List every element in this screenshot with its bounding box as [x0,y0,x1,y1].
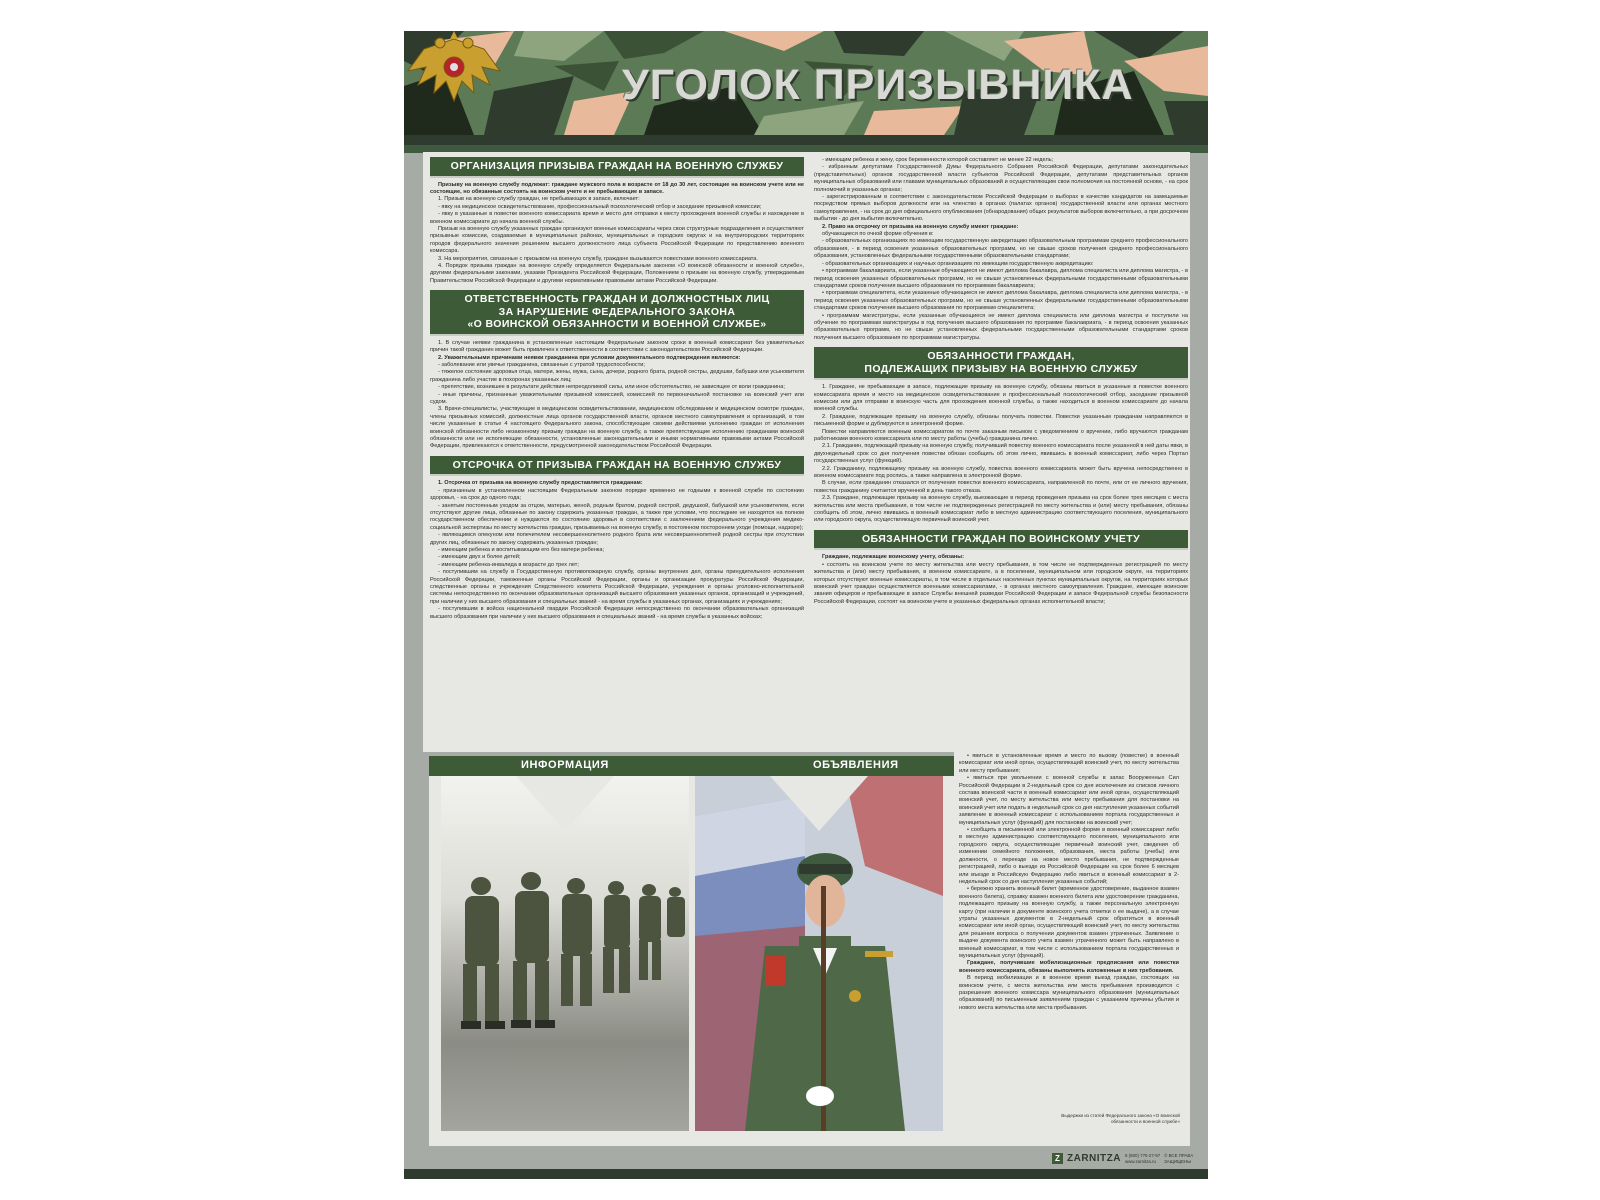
brand-name: ZARNITZA [1067,1153,1121,1164]
paragraph: Граждане, получившие мобилизационные предписания или повестки военного комиссариата, обязаны выполнять изложенные в них требования. [959,960,1179,974]
paragraph: - препятствие, возникшее в результате действия непреодолимой силы, или иное обстоятельство, не зависящее от воли гражданина; [438,384,785,391]
paragraph: 2.1. Гражданин, подлежащий призыву на военную службу, получивший повестку военного комиссариата после указанной в ней даты явки, в двухнедельный срок со дня получения повестки обязан сообщить об этом лично, явившись в военный комиссариат, либо через Портал государственных услуг (функций). [814,443,1188,465]
paragraph: - имеющим двух и более детей; [438,554,521,561]
paragraph: - признанным в установленном настоящим Федеральным законом порядке временно не годными к военной службе по состоянию здоровья, - на срок до одного года; [430,487,804,502]
paragraph: • программам магистратуры, если указанные обучающиеся не имеют диплома специалиста или диплома магистра и поступили на обучение по программам магистратуры в год получения высшего образования по программе бакалавриата, - в период освоения указанных образовательных программ, но не свыше установленных федеральными государственными образовательными стандартами сроков получения высшего образования по программам магистратуры. [814,312,1188,341]
brand-block [1052,1153,1204,1164]
announcements-label: ОБЪЯВЛЕНИЯ [813,759,899,771]
paragraph: Призыв на военную службу указанных граждан организуют военные комиссариаты через свои структурные подразделения и осуществляют призывные комиссии, создаваемые в муниципальных районах, муниципальных и городских округах и на внутригородских территориях городов федерального значения решением высшего должностного лица субъекта Российской Федерации по представлению военного комиссара. [430,225,804,255]
section-body-duties-conscription [814,384,1188,525]
brand-site: www.zarnitza.ru [1125,1158,1156,1164]
section-body-deferment [430,480,804,621]
section-body-duties-registration [814,554,1188,606]
marching-soldiers-photo [441,776,689,1131]
paragraph: Граждане, подлежащие воинскому учету, обязаны: [822,554,964,561]
paragraph: 2.3. Граждане, подлежащие призыву на военную службу, выезжающие в период проведения призыва на срок более трех месяцев с места жительства или места пребывания, в том числе не подтвержденных регистрацией по месту жительства и (или) месту пребывания, обязаны сообщить об этом, лично явившись в военный комиссариат либо в местную администрацию соответствующего поселения, муниципального или городского округа, осуществляющую первичный воинский учет. [814,495,1188,524]
paragraph: 2. Право на отсрочку от призыва на военную службу имеют граждане: [822,223,1019,230]
title-line: ОБЯЗАННОСТИ ГРАЖДАН, [927,350,1075,363]
paragraph: - тяжелое состояние здоровья отца, матери, жены, мужа, сына, дочери, родного брата, родной сестры, дедушки, бабушки или усыновителя гражданина либо участие в похоронах указанных лиц; [430,369,804,383]
paragraph: 4. Порядок призыва граждан на военную службу определяется Федеральным законом «О воинской обязанности и военной службе», другими федеральными законами, указами Президента Российской Федерации, Положением о призыве на военную службу, утверждаемым Правительством Российской Федерации и другими нормативными правовыми актами Российской Федерации. [430,262,804,284]
paragraph: 1. Отсрочка от призыва на военную службу предоставляется гражданам: [438,480,643,487]
section-title-organization: ОРГАНИЗАЦИЯ ПРИЗЫВА ГРАЖДАН НА ВОЕННУЮ СЛУЖБУ [430,157,804,178]
paragraph: • сообщить в письменной или электронной форме в военный комиссариат либо в местную администрацию соответствующего поселения, муниципального или городского округа, осуществляющие первичный воинский учет, сведения об изменении семейного положения, образования, места работы (учебы) или должности, о переезде на новое место пребывания, не подтвержденные регистрацией, либо о выезде из Российской Федерации на срок более 6 месяцев или въезде в Российскую Федерацию либо явиться в военный комиссариат в 2-недельный срок со дня наступления указанных событий; [959,827,1179,885]
header-banner [404,31,1208,135]
registration-duties-continued [959,753,1179,1093]
paragraph: 1. Призыв на военную службу граждан, не пребывающих в запасе, включает: [438,196,640,203]
paragraph: - явку на медицинское освидетельствование, профессиональный психологический отбор и заседание призывной комиссии; [438,203,762,210]
info-label: ИНФОРМАЦИЯ [521,759,609,771]
paragraph: обучающиеся по очной форме обучения в: [822,231,934,238]
paragraph: - имеющим ребенка и воспитывающим его без матери ребенка; [438,546,605,553]
paragraph: 1. В случае неявки гражданина в установленные настоящим Федеральным законом сроки в военный комиссариат без уважительных причин такой гражданин может быть привлечен к ответственности в соответствии с законодательством Российской Федерации. [430,339,804,354]
section-body-deferment-continued [814,157,1188,342]
paragraph: - избранным депутатами Государственной Думы Федерального Собрания Российской Федерации, депутатами законодательных (представительных) органов государственной власти субъектов Российской Федерации, депутатами представительных органов муниципальных образований или главами муниципальных образований и осуществляющим свои полномочия на постоянной основе, - на срок полномочий в указанных органах; [814,164,1188,193]
paragraph: В период мобилизации и в военное время выезд граждан, состоящих на воинском учете, с места жительства или места пребывания производится с разрешения военного комиссара муниципального образования (муниципальных образований) по письменным заявлениям граждан с указанием причины убытия и нового места жительства или места пребывания. [959,975,1179,1011]
double-headed-eagle-emblem [404,31,504,107]
section-body-responsibility [430,340,804,451]
paragraph: 2. Уважительными причинами неявки гражданина при условии документального подтверждения являются: [438,354,741,361]
paragraph: 3. На мероприятия, связанные с призывом на военную службу, граждане вызываются повестками военного комиссариата. [438,255,758,262]
poster [404,31,1208,1179]
title-line: «О ВОИНСКОЙ ОБЯЗАННОСТИ И ВОЕННОЙ СЛУЖБЕ» [467,318,767,331]
paragraph: - иные причины, признанные уважительными призывной комиссией, комиссией по первоначальной постановке на воинский учет или судом. [430,391,804,405]
paragraph: - занятым постоянным уходом за отцом, матерью, женой, родным братом, родной сестрой, дедушкой, бабушкой или усыновителем, если отсутствуют другие лица, обязанные по закону содержать указанных граждан, а также при условии, что последние не находятся на полном государственном обеспечении и нуждаются по состоянию здоровья в соответствии с заключением федерального учреждения медико-социальной экспертизы по месту жительства граждан, призываемых на военную службу, в постоянном постороннем уходе (помощи, надзоре); [430,502,804,531]
paragraph: • состоять на воинском учете по месту жительства или месту пребывания, в том числе не подтвержденных регистрацией по месту жительства и (или) месту пребывания, в военном комиссариате, а в поселении, муниципальном или городском округе, на территориях которых отсутствуют военные комиссариаты, в том числе в отдельных населенных пунктах муниципальных округов, на территориях которых воинский учет граждан осуществляется военными комиссариатами, - в органах местного самоуправления. Граждане, имеющие воинские звания офицеров и пребывающие в запасе Службы внешней разведки Российской Федерации и запасе Федеральной службы безопасности Российской Федерации, состоят на воинском учете в указанных федеральных органах исполнительной власти; [814,561,1188,605]
title-line: ЗА НАРУШЕНИЕ ФЕДЕРАЛЬНОГО ЗАКОНА [498,305,736,318]
paragraph: В случае, если гражданин отказался от получения повестки военного комиссариата, направленной по почте, или от ее личного вручения, повестка гражданину считается врученной в день такого отказа. [814,480,1188,494]
section-title-deferment: ОТСРОЧКА ОТ ПРИЗЫВА ГРАЖДАН НА ВОЕННУЮ СЛУЖБУ [430,456,804,477]
law-source-footnote: Выдержки из статей Федерального закона «О воинской обязанности и военной службе» [1061,1113,1180,1124]
paragraph: - являющимся опекуном или попечителем несовершеннолетнего родного брата или несовершеннолетней родной сестры при отсутствии других лиц, обязанных по закону содержать указанных граждан; [430,532,804,546]
section-body-organization [430,182,804,286]
paragraph: • программам бакалавриата, если указанные обучающиеся не имеют диплома бакалавра, диплома специалиста или диплома магистра, - в период освоения указанных образовательных программ, но не свыше установленных федеральными государственными образовательными стандартами сроков получения высшего образования по программам бакалавриата; [814,268,1188,289]
title-line: ПОДЛЕЖАЩИХ ПРИЗЫВУ НА ВОЕННУЮ СЛУЖБУ [864,362,1138,375]
title-line: ОТВЕТСТВЕННОСТЬ ГРАЖДАН И ДОЛЖНОСТНЫХ ЛИЦ [464,293,770,306]
zarnitza-logo-icon: Z [1052,1153,1063,1164]
paragraph: Повестки направляются военным комиссариатом по почте заказным письмом с уведомлением о вручении, либо вручаются гражданам работниками военного комиссариата или по месту работы (учебы) гражданина лично. [814,428,1188,442]
info-announcements-bar [429,756,954,776]
footer-band [404,1169,1208,1179]
paragraph: 2.2. Гражданину, подлежащему призыву на военную службу, повестка военного комиссариата может быть вручена непосредственно в военном комиссариате под роспись, а также направлена в электронной форме. [814,465,1188,480]
paragraph: • явиться при увольнении с военной службы в запас Вооруженных Сил Российской Федерации в 2-недельный срок со дня исключения из списков личного состава воинской части в военный комиссариат или иной орган, осуществляющий воинский учет, по месту жительства или месту пребывания для постановки на воинский учет или подать в недельный срок со дня наступления указанных событий заявление в военный комиссариат с использованием портала государственных и муниципальных услуг (функций) для постановки на воинский учет; [959,775,1179,826]
paragraph: • явиться в установленные время и место по вызову (повестке) в военный комиссариат или иной орган, осуществляющий воинский учет, по месту жительства или месту пребывания; [959,753,1179,774]
section-title-responsibility [430,290,804,336]
brand-phone: 8 (800) 775-27-97 [1125,1153,1161,1159]
paragraph: - имеющим ребенка-инвалида в возрасте до трех лет; [438,561,579,568]
paragraph: • бережно хранить военный билет (временное удостоверение, выданное взамен военного билета), справку взамен военного билета или удостоверение гражданина, подлежащего призыву на военную службу, а также персональную электронную карту (при наличии в документе воинского учета отметки о ее выдаче), а в случае утраты указанных документов в 2-недельный срок обратиться в военный комиссариат или иной орган, осуществляющий воинский учет, по месту жительства для решения вопроса о получении документов взамен утраченных. Заявление о выдаче документа воинского учета взамен утраченного может быть направлено в военный комиссариат, в том числе с использованием портала государственных и муниципальных услуг (функций). [959,886,1179,959]
brand-rights: © ВСЕ ПРАВА ЗАЩИЩЕНЫ [1164,1153,1194,1164]
paragraph: - образовательных организациях и научных организациях по имеющим государственную аккредитацию: [822,260,1094,267]
paragraph: - поступившим на службу в Государственную противопожарную службу, органы внутренних дел, органы принудительного исполнения Российской Федерации, таможенные органы Российской Федерации, органы и организации прокуратуры Российской Федерации, следственные органы и учреждения Следственного комитета Российской Федерации, учреждения и органы уголовно-исполнительной системы непосредственно по окончании образовательных организаций высшего образования указанных органов, организаций и учреждений, при наличии у них высшего образования и специальных званий - на время службы в указанных органах, организациях и учреждениях; [430,569,804,605]
paragraph: • программам специалитета, если указанные обучающиеся не имеют диплома бакалавра, диплома специалиста или диплома магистра, - в период освоения указанных образовательных программ, но не свыше установленных федеральными государственными образовательными стандартами сроков получения высшего образования по программам специалитета; [814,290,1188,312]
header-divider-dark [404,135,1208,145]
paragraph: - поступившим в войска национальной гвардии Российской Федерации непосредственно по окончании образовательных организаций высшего образования при наличии у них высшего образования и специальных званий - на время службы в указанных войсках; [430,606,804,620]
left-column [430,157,804,752]
paragraph: - имеющим ребенка и жену, срок беременности которой составляет не менее 22 недель; [822,157,1054,163]
poster-title: УГОЛОК ПРИЗЫВНИКА [622,61,1134,109]
brand-contacts [1125,1153,1160,1164]
honor-guard-soldier-photo [695,776,943,1131]
paragraph: Призыву на военную службу подлежат: граждане мужского пола в возрасте от 18 до 30 лет, состоящие на воинском учете или не состоящие, но обязанные состоять на воинском учете и не пребывающие в запасе. [430,181,804,195]
paragraph: - зарегистрированным в соответствии с законодательством Российской Федерации о выборах в качестве кандидатов на замещаемые посредством прямых выборов должности или на членство в органах (палатах органов) государственной власти или органах местного самоуправления, - на срок до дня официального опубликования (обнародования) общих результатов выборов включительно, а при досрочном выбытии - до дня выбытия включительно. [814,194,1188,223]
section-title-duties-conscription [814,347,1188,380]
paragraph: - явку в указанные в повестке военного комиссариата время и место для отправки к месту прохождения военной службы и нахождение в военном комиссариате до начала военной службы. [430,211,804,225]
paragraph: 2. Граждане, подлежащие призыву на военную службу, обязаны получать повестки. Повестки указанным гражданам направляются в письменной форме и дублируются в электронной форме. [814,413,1188,428]
paragraph: 3. Врачи-специалисты, участвующие в медицинском освидетельствовании, медицинском обследовании и медицинском осмотре граждан, члены призывных комиссий, должностные лица органов государственной власти, органов местного самоуправления и организаций, в том числе указанные в статье 4 настоящего Федерального закона, способствующие своими действиями уклонению граждан от исполнения воинской обязанности либо незаконному призыву граждан на военную службу, а также препятствующие исполнению гражданами воинской обязанности или не исполняющие обязанности, установленные законодательными и иными нормативными правовыми актами Российской Федерации, привлекаются к ответственности, предусмотренной законодательством Российской Федерации. [430,406,804,450]
section-title-duties-registration: ОБЯЗАННОСТИ ГРАЖДАН ПО ВОИНСКОМУ УЧЕТУ [814,530,1188,551]
paragraph: - образовательных организациях по имеющим государственную аккредитацию образовательным программам среднего профессионального образования, - в период освоения указанных образовательных программ, но не свыше сроков получения среднего профессионального образования, установленных федеральными государственными образовательными стандартами; [814,238,1188,260]
paragraph: - заболевание или увечье гражданина, связанные с утратой трудоспособности; [438,361,645,368]
paragraph: 1. Граждане, не пребывающие в запасе, подлежащие призыву на военную службу, обязаны явиться в указанные в повестке военного комиссариата время и место на медицинское освидетельствование и профессиональный психологический отбор, заседание призывной комиссии или для отправки в воинскую часть для прохождения военной службы, а также находиться в военном комиссариате до начала военной службы. [814,384,1188,413]
right-column [814,157,1188,757]
